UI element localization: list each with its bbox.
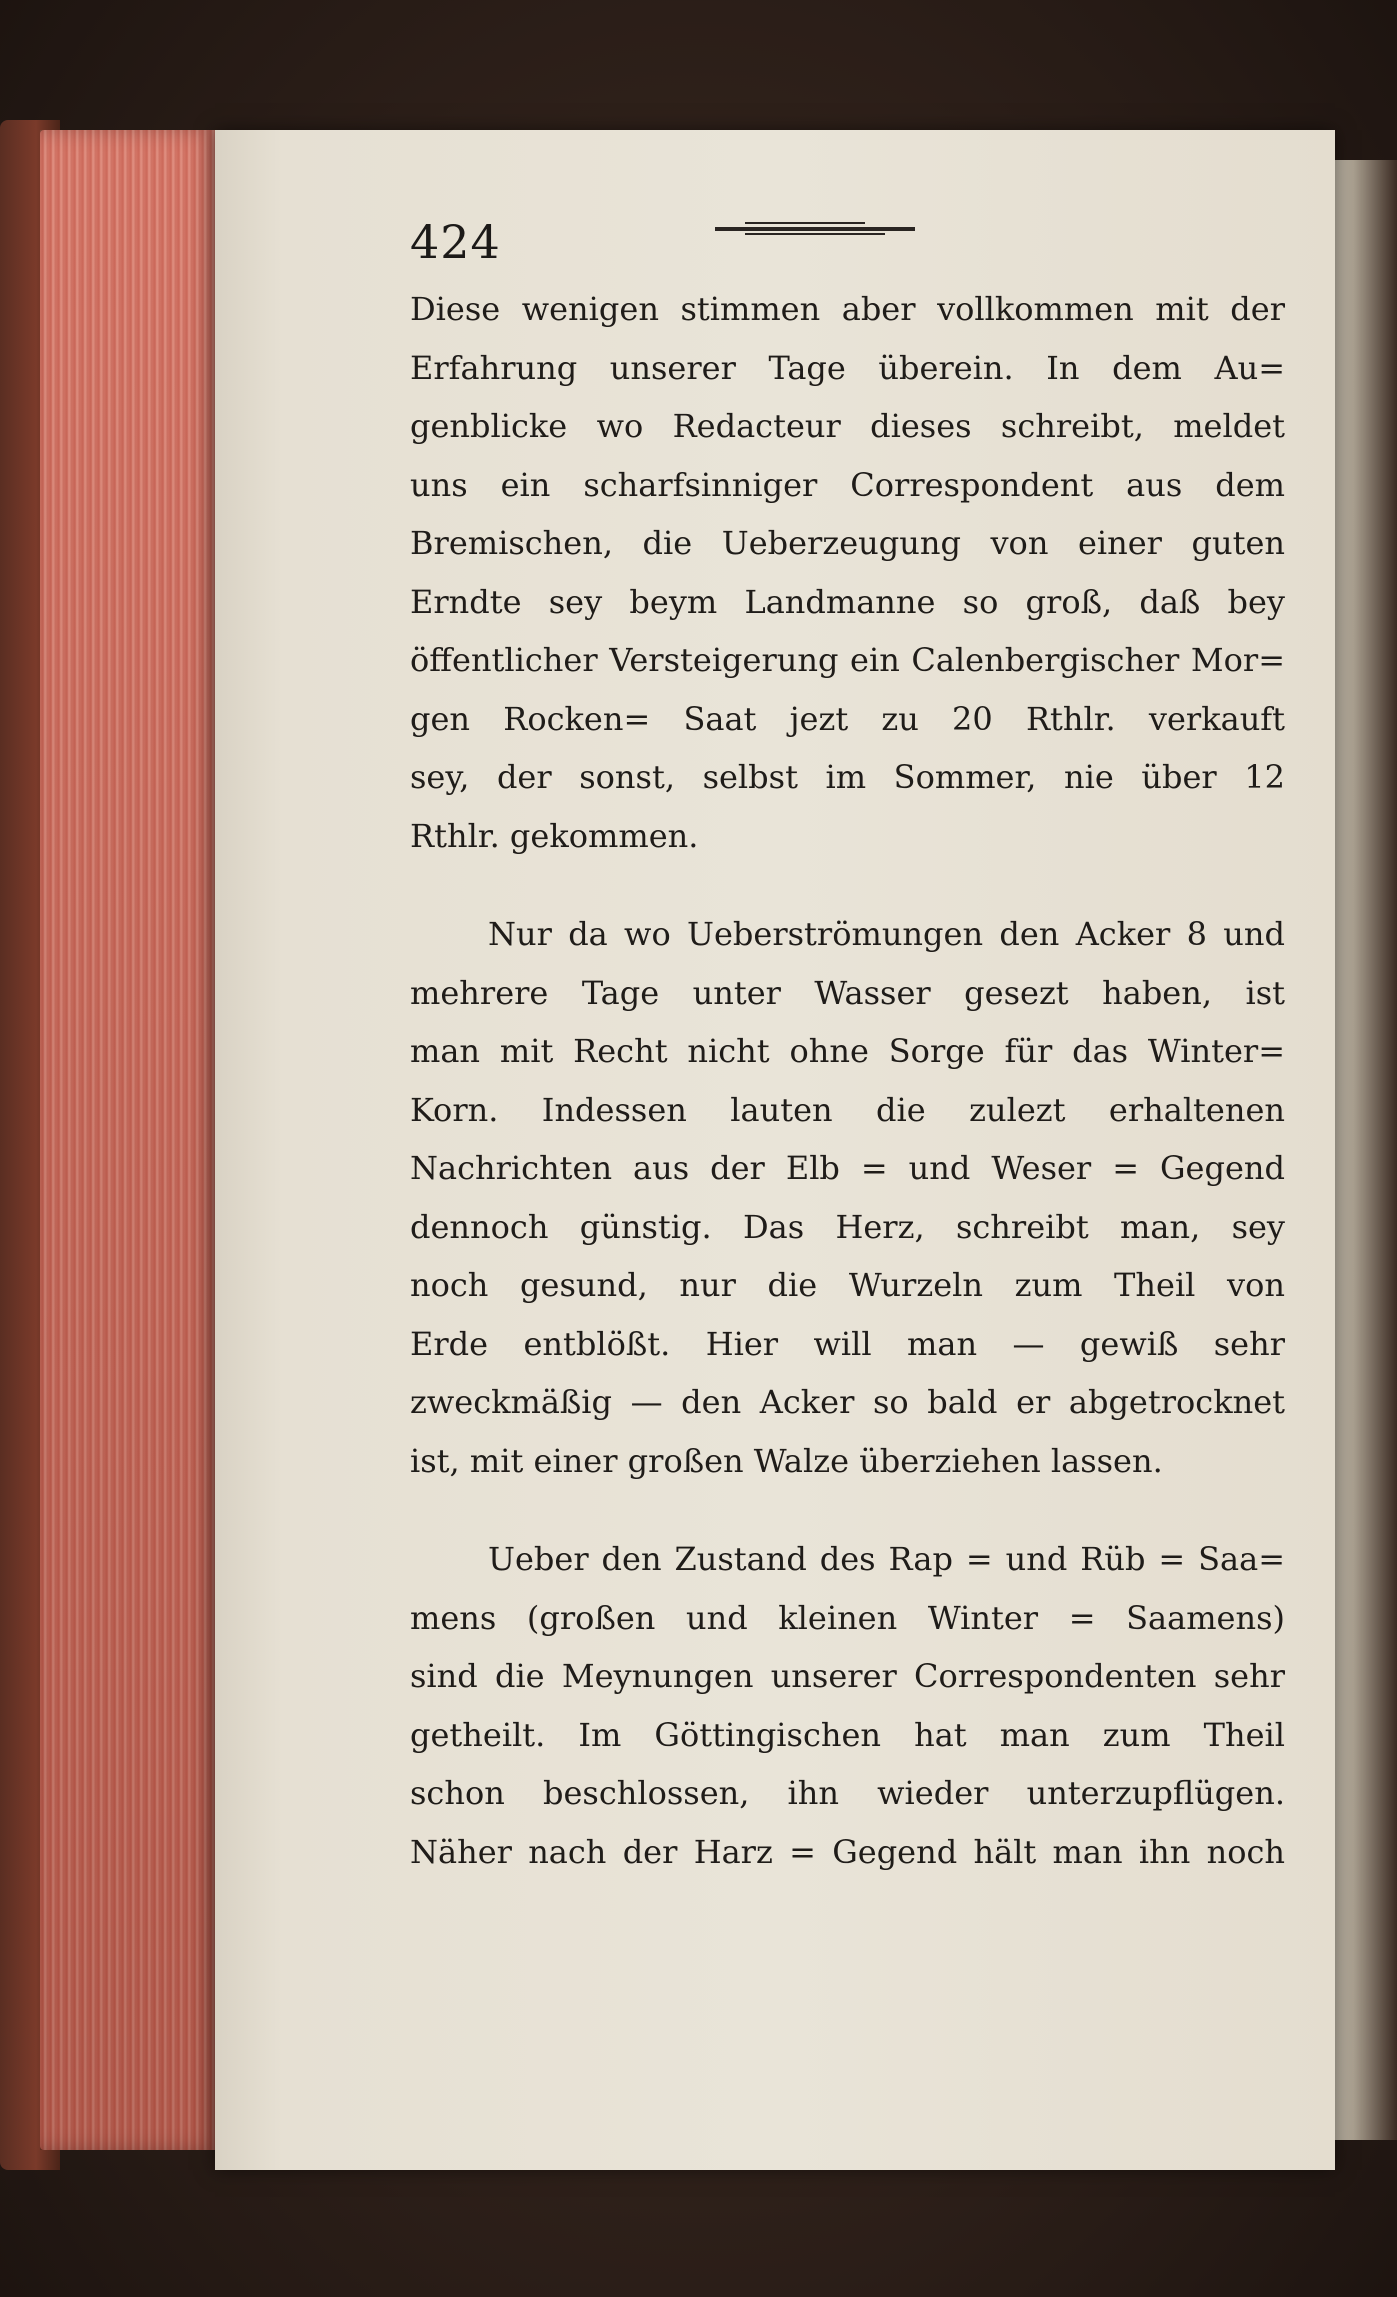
text-line: man mit Recht nicht ohne Sorge für das Winter= <box>410 1032 1285 1070</box>
text-line: Korn. Indessen lauten die zulezt erhaltenen <box>410 1090 1285 1129</box>
text-line: öffentlicher Versteigerung ein Calenbergischer Mor= <box>410 641 1285 679</box>
text-line: Nachrichten aus der Elb = und Weser = Gegend <box>410 1149 1285 1187</box>
paragraph-3 <box>410 1530 1285 1881</box>
text-line: mens (großen und kleinen Winter = Saamens) <box>410 1598 1285 1637</box>
text-line: sey, der sonst, selbst im Sommer, nie über 12 <box>410 758 1285 796</box>
text-line: zweckmäßig — den Acker so bald er abgetrocknet <box>410 1383 1285 1421</box>
text-line: genblicke wo Redacteur dieses schreibt, meldet <box>410 407 1285 445</box>
body-text <box>410 280 1285 1881</box>
text-line: Erde entblößt. Hier will man — gewiß sehr <box>410 1324 1285 1363</box>
facing-page-edge <box>1325 160 1397 2140</box>
text-line: Bremischen, die Ueberzeugung von einer guten <box>410 524 1285 562</box>
text-line: gen Rocken= Saat jezt zu 20 Rthlr. verkauft <box>410 699 1285 738</box>
text-line: mehrere Tage unter Wasser gesezt haben, ist <box>410 973 1285 1012</box>
text-line: Ueber den Zustand des Rap = und Rüb = Saa= <box>488 1540 1285 1578</box>
header-ornament-rule <box>715 222 915 236</box>
text-line: Diese wenigen stimmen aber vollkommen mit der <box>410 290 1285 328</box>
text-line: Erndte sey beym Landmanne so groß, daß bey <box>410 582 1285 621</box>
book-page <box>215 130 1335 2170</box>
text-line: Nur da wo Ueberströmungen den Acker 8 und <box>488 915 1285 953</box>
text-line: getheilt. Im Göttingischen hat man zum Theil <box>410 1715 1285 1754</box>
text-line: noch gesund, nur die Wurzeln zum Theil von <box>410 1266 1285 1304</box>
text-line: Näher nach der Harz = Gegend hält man ihn noch <box>410 1832 1285 1871</box>
page-number: 424 <box>410 215 501 269</box>
page-edges <box>40 130 220 2150</box>
text-line: Rthlr. gekommen. <box>410 816 699 855</box>
text-line: uns ein scharfsinniger Correspondent aus dem <box>410 465 1285 504</box>
text-line: ist, mit einer großen Walze überziehen lassen. <box>410 1441 1163 1480</box>
paragraph-2 <box>410 905 1285 1490</box>
text-line: Erfahrung unserer Tage überein. In dem Au= <box>410 348 1285 387</box>
text-line: schon beschlossen, ihn wieder unterzupflügen. <box>410 1774 1285 1812</box>
text-line: sind die Meynungen unserer Correspondenten sehr <box>410 1657 1285 1695</box>
text-line: dennoch günstig. Das Herz, schreibt man, sey <box>410 1207 1285 1246</box>
paragraph-1 <box>410 280 1285 865</box>
